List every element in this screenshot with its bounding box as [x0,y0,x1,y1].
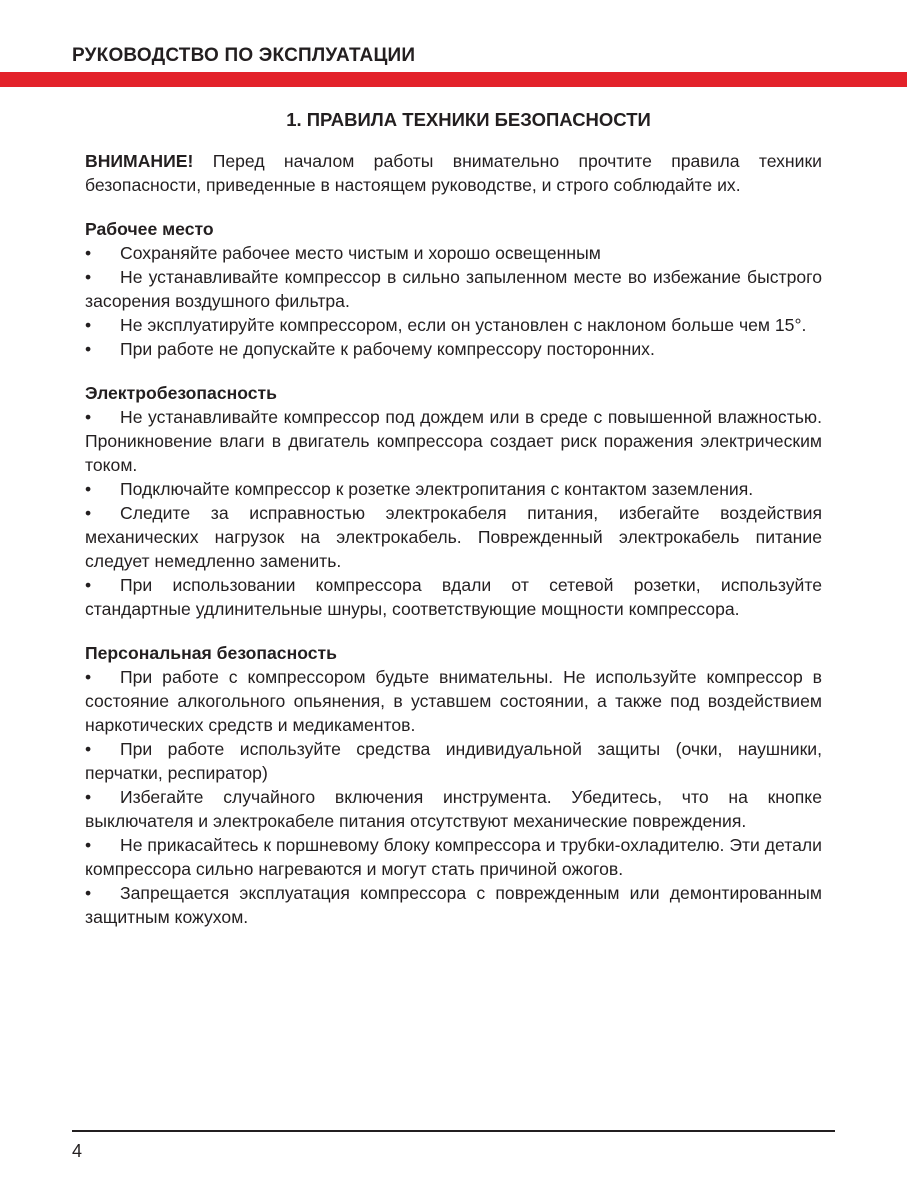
list-item-text: Запрещается эксплуатация компрессора с поврежденным или демонтированным защитным кожухом. [85,883,822,927]
list-item [85,573,822,621]
header-accent-bar [0,72,907,87]
list-item [85,833,822,881]
list-item-text: Не прикасайтесь к поршневому блоку компрессора и трубки-охладителю. Эти детали компрессора сильно нагреваются и могут стать причиной ожогов. [85,835,822,879]
list-item-text: Избегайте случайного включения инструмента. Убедитесь, что на кнопке выключателя и электрокабеле питания отсутствуют механические повреждения. [85,787,822,831]
list-item [85,241,822,265]
group-workplace [85,217,822,361]
list-item [85,265,822,313]
footer-divider [72,1130,835,1132]
list-item-text: Сохраняйте рабочее место чистым и хорошо освещенным [120,243,601,263]
bullet-icon: • [85,339,92,359]
list-item-text: Не устанавливайте компрессор в сильно запыленном месте во избежание быстрого засорения воздушного фильтра. [85,267,822,311]
page-content [85,108,822,949]
bullet-icon: • [85,835,92,855]
bullet-icon: • [85,575,92,595]
list-item-text: Не эксплуатируйте компрессором, если он установлен с наклоном больше чем 15°. [120,315,807,335]
bullet-icon: • [85,739,92,759]
list-item [85,337,822,361]
list-item [85,881,822,929]
page-number: 4 [72,1141,83,1161]
bullet-icon: • [85,787,92,807]
group-title: Персональная безопасность [85,643,337,663]
list-item [85,785,822,833]
list-item-text: Не устанавливайте компрессор под дождем или в среде с повышенной влажностью. Проникновение влаги в двигатель компрессора создает риск поражения электрическим током. [85,407,822,475]
list-item-text: Подключайте компрессор к розетке электропитания с контактом заземления. [120,479,754,499]
list-item [85,501,822,573]
group-title: Электробезопасность [85,383,277,403]
bullet-icon: • [85,667,92,687]
intro-paragraph [85,149,822,197]
header-title: РУКОВОДСТВО ПО ЭКСПЛУАТАЦИИ [72,45,416,66]
list-item [85,665,822,737]
list-item-text: При работе с компрессором будьте внимательны. Не используйте компрессор в состояние алкогольного опьянения, в уставшем состоянии, а также под воздействием наркотических средств и медикаментов. [85,667,822,735]
list-item-text: При работе используйте средства индивидуальной защиты (очки, наушники, перчатки, респиратор) [85,739,822,783]
group-electrical-safety [85,381,822,621]
list-item-text: Следите за исправностью электрокабеля питания, избегайте воздействия механических нагрузок на электрокабель. Поврежденный электрокабель питание следует немедленно заменить. [85,503,822,571]
group-personal-safety [85,641,822,929]
list-item-text: При использовании компрессора вдали от сетевой розетки, используйте стандартные удлинительные шнуры, соответствующие мощности компрессора. [85,575,822,619]
list-item [85,405,822,477]
bullet-icon: • [85,503,92,523]
bullet-icon: • [85,883,92,903]
list-item [85,737,822,785]
list-item [85,313,822,337]
warning-text: Перед началом работы внимательно прочтите правила техники безопасности, приведенные в настоящем руководстве, и строго соблюдайте их. [85,151,822,195]
bullet-icon: • [85,479,92,499]
warning-label: ВНИМАНИЕ! [85,151,194,171]
group-title: Рабочее место [85,219,214,239]
list-item [85,477,822,501]
section-title: 1. ПРАВИЛА ТЕХНИКИ БЕЗОПАСНОСТИ [286,109,651,130]
bullet-icon: • [85,315,92,335]
bullet-icon: • [85,243,92,263]
list-item-text: При работе не допускайте к рабочему компрессору посторонних. [120,339,655,359]
bullet-icon: • [85,267,92,287]
bullet-icon: • [85,407,92,427]
